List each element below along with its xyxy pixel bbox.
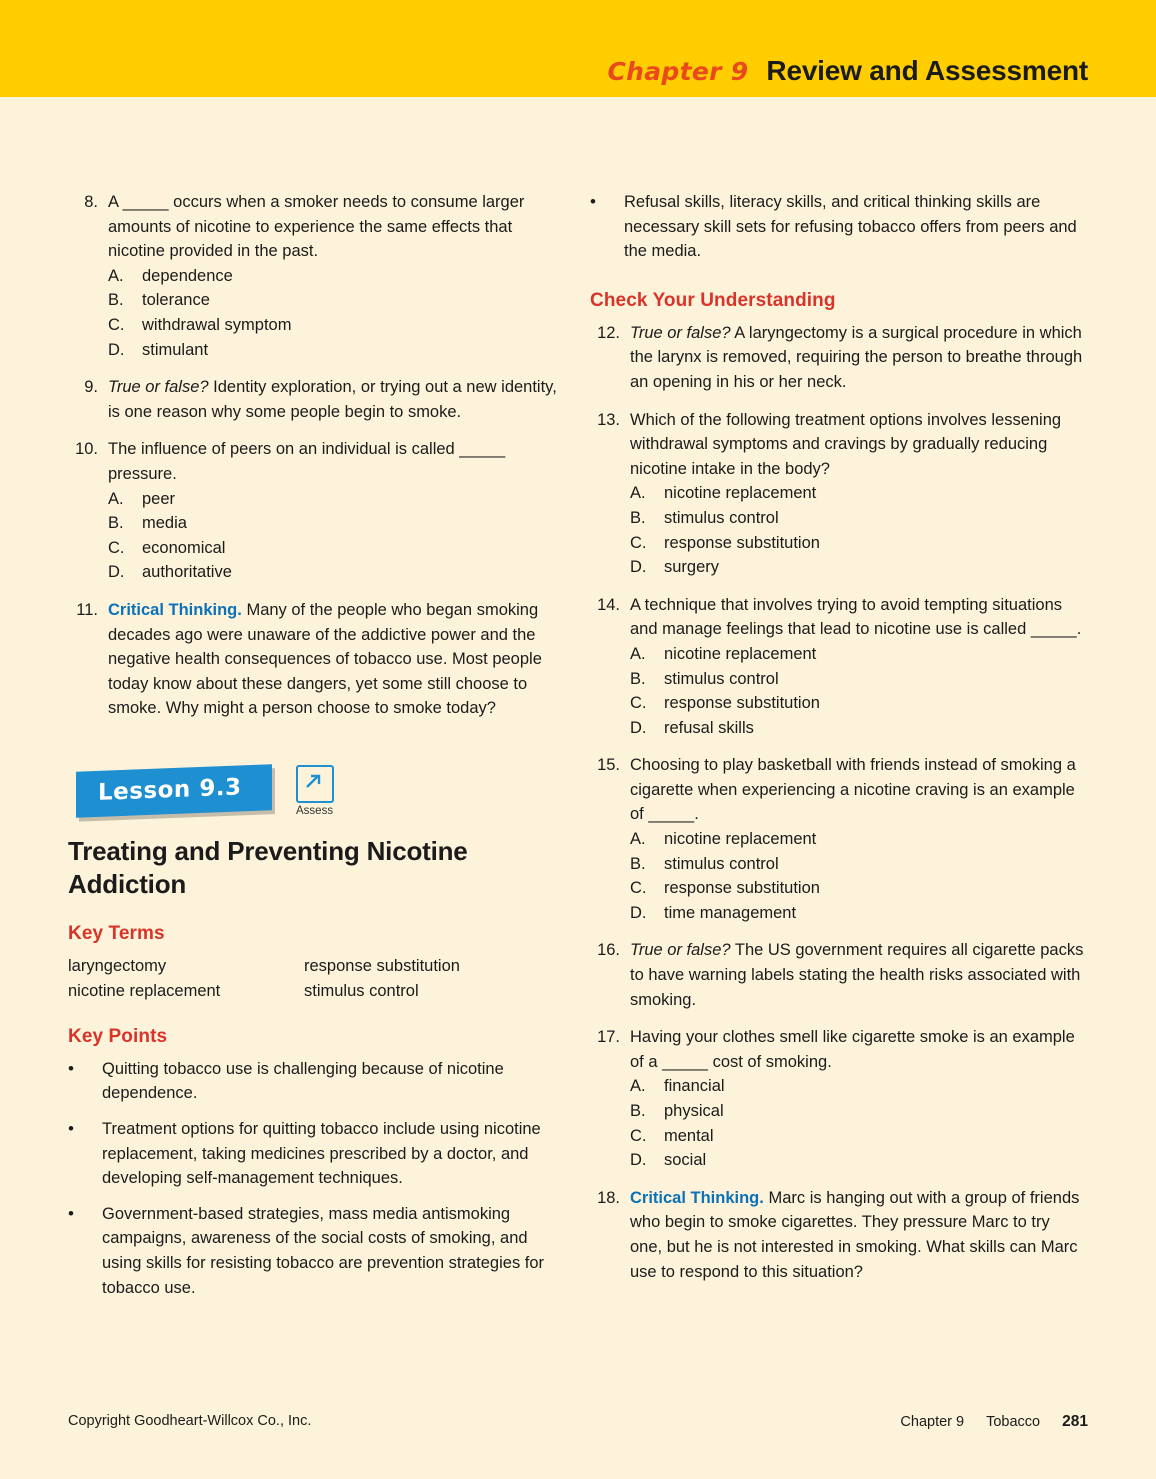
choice-item[interactable] — [630, 876, 1086, 901]
choice-item[interactable] — [630, 506, 1086, 531]
page-title: Review and Assessment — [766, 55, 1088, 86]
question-item — [68, 375, 564, 424]
question-text: Marc is hanging out with a group of friends who begin to smoke cigarettes. They pressure Marc to try one, but he is not interested in smoking. What skills can Marc use to respond to this situation? — [630, 1188, 1080, 1281]
continued-bullet-item — [590, 190, 1086, 264]
question-text: A technique that involves trying to avoid tempting situations and manage feelings that lead to nicotine use is called _____. — [630, 595, 1082, 639]
choice-text: nicotine replacement — [664, 830, 817, 849]
question-text: A _____ occurs when a smoker needs to consume larger amounts of nicotine to experience the same effects that nicotine provided in the past. — [108, 193, 525, 261]
choice-letter: B. — [108, 291, 124, 310]
choice-item[interactable] — [630, 481, 1086, 506]
choice-text: withdrawal symptom — [142, 315, 292, 334]
choice-letter: B. — [630, 508, 646, 527]
choice-letter: B. — [630, 669, 646, 688]
choice-text: stimulus control — [664, 669, 779, 688]
choice-item[interactable] — [630, 667, 1086, 692]
choice-letter: B. — [630, 854, 646, 873]
key-term: stimulus control — [304, 981, 419, 1000]
page-number: 281 — [1062, 1413, 1088, 1430]
footer-right — [900, 1413, 1088, 1431]
choice-item[interactable] — [630, 901, 1086, 926]
question-number: 13. — [597, 410, 620, 429]
question-item — [590, 321, 1086, 395]
question-item — [590, 408, 1086, 580]
question-text: Identity exploration, or trying out a new identity, is one reason why some people begin to smoke. — [108, 378, 557, 421]
choice-text: media — [142, 514, 187, 533]
lesson-title: Treating and Preventing Nicotine Addiction — [68, 835, 468, 899]
choice-text: tolerance — [142, 291, 210, 310]
choice-item[interactable] — [630, 1148, 1086, 1173]
question-item — [590, 1186, 1086, 1284]
choice-item[interactable] — [108, 487, 564, 512]
question-lead-italic: True or false? — [630, 323, 731, 342]
choice-item[interactable] — [630, 852, 1086, 877]
choice-letter: A. — [630, 1077, 646, 1096]
choice-item[interactable] — [108, 313, 564, 338]
question-number: 12. — [597, 323, 620, 342]
choice-letter: A. — [630, 644, 646, 663]
choice-letter: D. — [630, 903, 647, 922]
choice-letter: D. — [630, 558, 647, 577]
choice-text: time management — [664, 903, 797, 922]
choice-letter: D. — [108, 340, 125, 359]
header-chapter-label: Chapter 9 — [607, 57, 749, 86]
choice-letter: C. — [630, 533, 647, 552]
question-number: 17. — [597, 1028, 620, 1047]
choice-list — [108, 487, 564, 585]
bullet-icon: • — [68, 1058, 74, 1078]
choice-item[interactable] — [630, 1124, 1086, 1149]
choice-text: stimulus control — [664, 854, 779, 873]
key-point-text: Government-based strategies, mass media antismoking campaigns, awareness of the social costs of smoking, and using skills for resisting tobacco are prevention strategies for tobacco use. — [102, 1204, 545, 1297]
question-text: The influence of peers on an individual is called _____ pressure. — [108, 440, 506, 483]
choice-letter: C. — [630, 1126, 647, 1145]
key-terms-heading: Key Terms — [68, 922, 165, 944]
question-number: 14. — [597, 595, 620, 614]
choice-text: authoritative — [142, 563, 232, 582]
choice-letter: B. — [108, 514, 124, 533]
footer-chapter: Chapter 9 — [900, 1414, 965, 1430]
choice-item[interactable] — [108, 338, 564, 363]
choice-text: social — [664, 1151, 707, 1170]
question-text: Many of the people who began smoking decades ago were unaware of the addictive power and the negative health consequences of tobacco use. Most people today know about these dangers, yet some still choose to smoke. Why might a person choose to smoke today? — [108, 600, 542, 718]
choice-letter: A. — [108, 266, 124, 285]
choice-item[interactable] — [630, 691, 1086, 716]
key-term: laryngectomy — [68, 956, 167, 975]
key-points-heading: Key Points — [68, 1025, 168, 1047]
choice-text: peer — [142, 489, 176, 508]
choice-item[interactable] — [630, 827, 1086, 852]
question-number: 18. — [597, 1188, 620, 1207]
choice-text: refusal skills — [664, 718, 754, 737]
choice-letter: A. — [108, 489, 124, 508]
choice-text: response substitution — [664, 694, 820, 713]
choice-text: financial — [664, 1077, 725, 1096]
key-terms-list — [68, 954, 564, 1004]
choice-text: response substitution — [664, 879, 820, 898]
assess-button[interactable] — [296, 765, 334, 817]
choice-text: physical — [664, 1102, 724, 1120]
page-header — [607, 55, 1088, 87]
choice-item[interactable] — [108, 288, 564, 313]
key-point-item — [68, 1057, 564, 1106]
check-understanding-heading: Check Your Understanding — [590, 289, 836, 311]
question-number: 8. — [84, 193, 98, 211]
question-number: 11. — [76, 600, 98, 619]
choice-text: stimulus control — [664, 508, 779, 527]
choice-list — [630, 827, 1086, 925]
page-header-band — [0, 0, 1156, 97]
question-item — [590, 753, 1086, 925]
question-item — [68, 598, 564, 721]
question-item — [590, 938, 1086, 1012]
choice-item[interactable] — [108, 511, 564, 536]
choice-list — [630, 481, 1086, 579]
question-lead-italic: True or false? — [630, 941, 731, 960]
choice-list — [630, 1074, 1086, 1172]
critical-thinking-label: Critical Thinking. — [630, 1188, 764, 1207]
choice-text: economical — [142, 538, 226, 557]
choice-letter: D. — [630, 1151, 647, 1170]
choice-text: nicotine replacement — [664, 484, 817, 503]
bullet-icon: • — [68, 1203, 74, 1223]
question-item — [590, 593, 1086, 741]
key-terms-col1 — [68, 954, 304, 1004]
question-text: The US government requires all cigarette packs to have warning labels stating the health risks associated with smoking. — [630, 941, 1084, 1009]
question-text: A laryngectomy is a surgical procedure in which the larynx is removed, requiring the person to breathe through an opening in his or her neck. — [630, 323, 1083, 391]
choice-list — [630, 642, 1086, 740]
page-footer — [0, 1413, 1156, 1431]
choice-text: surgery — [664, 558, 720, 577]
choice-text: nicotine replacement — [664, 644, 817, 663]
choice-text: mental — [664, 1126, 714, 1145]
question-lead-italic: True or false? — [108, 378, 209, 397]
key-point-item — [68, 1117, 564, 1191]
choice-letter: D. — [630, 718, 647, 737]
choice-item[interactable] — [108, 264, 564, 289]
choice-text: dependence — [142, 266, 233, 285]
question-item — [68, 190, 564, 362]
choice-letter: A. — [630, 830, 646, 849]
question-text: Which of the following treatment options involves lessening withdrawal symptoms and cravings by gradually reducing nicotine intake in the body? — [630, 410, 1062, 478]
choice-item[interactable] — [630, 1074, 1086, 1099]
footer-unit: Tobacco — [986, 1414, 1041, 1430]
copyright-text: Copyright Goodheart-Willcox Co., Inc. — [68, 1413, 312, 1429]
continued-bullet-text: Refusal skills, literacy skills, and critical thinking skills are necessary skill sets for refusing tobacco offers from peers and the media. — [624, 193, 1077, 261]
key-terms-col2 — [304, 954, 540, 1004]
lesson-header-row — [68, 765, 564, 817]
critical-thinking-label: Critical Thinking. — [108, 600, 242, 619]
question-text: Choosing to play basketball with friends instead of smoking a cigarette when experiencing a nicotine craving is an example of _____. — [630, 756, 1076, 824]
left-column — [68, 190, 564, 1311]
question-text: Having your clothes smell like cigarette smoke is an example of a _____ cost of smoking. — [630, 1028, 1075, 1071]
question-number: 15. — [597, 756, 620, 775]
bullet-icon: • — [68, 1119, 74, 1139]
question-item — [68, 437, 564, 585]
choice-text: stimulant — [142, 340, 209, 359]
content-columns — [0, 190, 1156, 1311]
assess-label: Assess — [296, 804, 334, 817]
key-point-text: Treatment options for quitting tobacco include using nicotine replacement, taking medicines prescribed by a doctor, and developing self-management techniques. — [102, 1120, 541, 1188]
choice-item[interactable] — [108, 536, 564, 561]
choice-letter: C. — [108, 538, 125, 557]
choice-text: response substitution — [664, 533, 820, 552]
choice-letter: C. — [108, 315, 125, 334]
key-point-text: Quitting tobacco use is challenging because of nicotine dependence. — [102, 1059, 504, 1103]
choice-letter: D. — [108, 563, 125, 582]
choice-item[interactable] — [630, 531, 1086, 556]
choice-list — [108, 264, 564, 362]
assess-arrow-icon — [296, 765, 334, 803]
choice-letter: C. — [630, 694, 647, 713]
choice-item[interactable] — [630, 1099, 1086, 1124]
right-column — [590, 190, 1086, 1311]
choice-item[interactable] — [108, 560, 564, 585]
question-number: 10. — [75, 440, 98, 459]
choice-letter: C. — [630, 879, 647, 898]
question-number: 9. — [84, 378, 98, 397]
choice-item[interactable] — [630, 642, 1086, 667]
choice-letter: B. — [630, 1102, 646, 1120]
key-points-list — [68, 1057, 564, 1300]
choice-letter: A. — [630, 484, 646, 503]
bullet-icon: • — [590, 192, 596, 211]
key-term: response substitution — [304, 956, 460, 975]
question-item — [590, 1025, 1086, 1173]
choice-item[interactable] — [630, 555, 1086, 580]
key-point-item — [68, 1202, 564, 1300]
choice-item[interactable] — [630, 716, 1086, 741]
lesson-tab: Lesson 9.3 — [76, 764, 272, 818]
key-term: nicotine replacement — [68, 981, 221, 1000]
question-number: 16. — [597, 941, 620, 960]
